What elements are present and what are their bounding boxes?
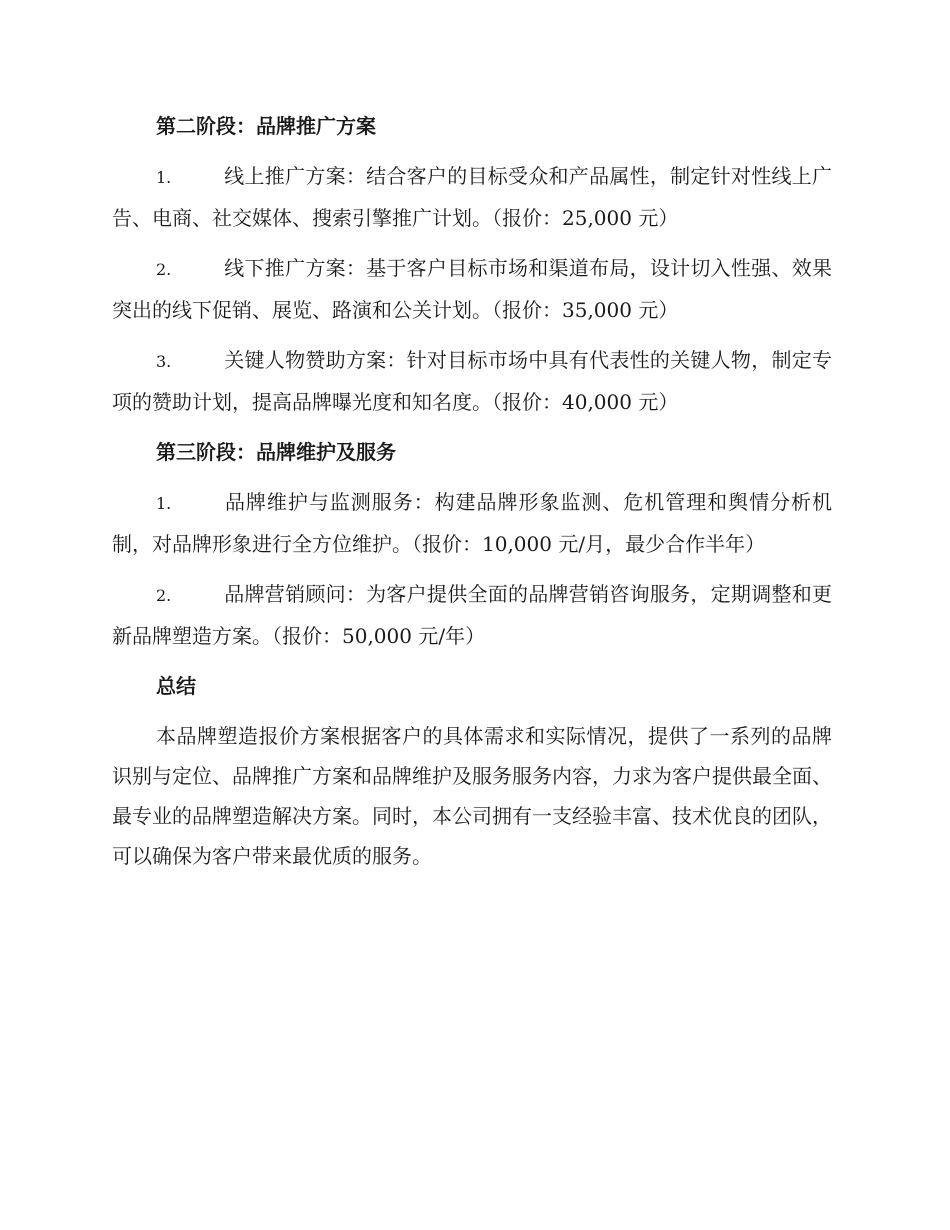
list-item-text: 线下推广方案：基于客户目标市场和渠道布局，设计切入性强、效果突出的线下促销、展览、路演和公关计划。（报价：35,000 元） <box>112 256 832 322</box>
list-item-number: 1. <box>156 494 172 513</box>
list-item <box>112 574 832 656</box>
list-item-text: 品牌维护与监测服务：构建品牌形象监测、危机管理和舆情分析机制，对品牌形象进行全方位维护。（报价：10,000 元/月，最少合作半年） <box>112 490 832 556</box>
list-item <box>112 340 832 422</box>
section-heading-stage3: 第三阶段：品牌维护及服务 <box>156 440 396 464</box>
list-item-number: 3. <box>156 352 172 371</box>
list-item-number: 2. <box>156 586 172 605</box>
list-item-number: 2. <box>156 260 172 279</box>
list-item-text: 品牌营销顾问：为客户提供全面的品牌营销咨询服务，定期调整和更新品牌塑造方案。（报价：50,000 元/年） <box>112 582 832 648</box>
list-item <box>112 248 832 330</box>
section-heading-summary: 总结 <box>156 674 196 698</box>
list-item-text: 关键人物赞助方案：针对目标市场中具有代表性的关键人物，制定专项的赞助计划，提高品牌曝光度和知名度。（报价：40,000 元） <box>112 348 832 414</box>
section-heading-stage2: 第二阶段：品牌推广方案 <box>156 114 376 138</box>
list-item-number: 1. <box>156 168 172 187</box>
list-item <box>112 156 832 238</box>
list-item <box>112 482 832 564</box>
summary-paragraph: 本品牌塑造报价方案根据客户的具体需求和实际情况，提供了一系列的品牌识别与定位、品牌推广方案和品牌维护及服务服务内容，力求为客户提供最全面、最专业的品牌塑造解决方案。同时，本公司拥有一支经验丰富、技术优良的团队，可以确保为客户带来最优质的服务。 <box>112 724 832 868</box>
list-item-text: 线上推广方案：结合客户的目标受众和产品属性，制定针对性线上广告、电商、社交媒体、搜索引擎推广计划。（报价：25,000 元） <box>112 164 832 230</box>
